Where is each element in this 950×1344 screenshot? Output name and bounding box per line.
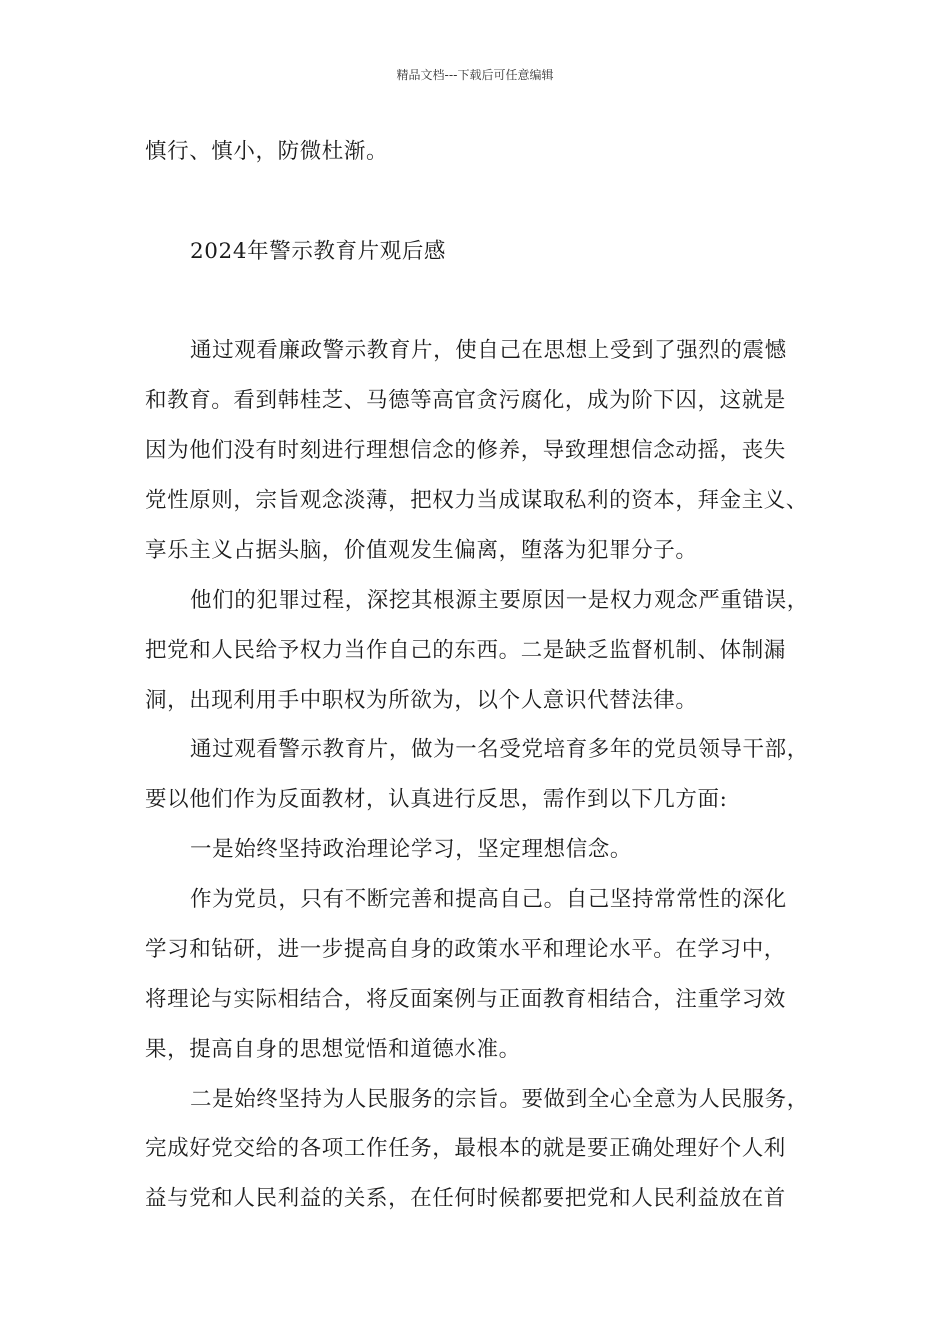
paragraph-line: 通过观看警示教育片，做为一名受党培育多年的党员领导干部， <box>190 737 809 762</box>
paragraph-line: 洞，出现利用手中职权为所欲为，以个人意识代替法律。 <box>145 688 698 713</box>
paragraph-line: 学习和钻研，进一步提高自身的政策水平和理论水平。在学习中， <box>145 937 786 962</box>
paragraph-line: 二是始终坚持为人民服务的宗旨。要做到全心全意为人民服务， <box>190 1087 809 1112</box>
page-header: 精品文档---下载后可任意编辑 <box>396 68 554 82</box>
paragraph-line: 和教育。看到韩桂芝、马德等高官贪污腐化，成为阶下囚，这就是 <box>145 388 786 413</box>
text-line: 慎行、慎小，防微杜渐。 <box>145 139 389 164</box>
document-title: 2024年警示教育片观后感 <box>190 239 447 264</box>
paragraph-line: 将理论与实际相结合，将反面案例与正面教育相结合，注重学习效 <box>145 987 786 1012</box>
paragraph-line: 作为党员，只有不断完善和提高自己。自己坚持常常性的深化 <box>190 887 787 912</box>
section-heading: 一是始终坚持政治理论学习，坚定理想信念。 <box>190 837 633 862</box>
paragraph-line: 益与党和人民利益的关系，在任何时候都要把党和人民利益放在首 <box>145 1186 786 1211</box>
paragraph-line: 要以他们作为反面教材，认真进行反思，需作到以下几方面: <box>145 787 728 812</box>
paragraph-line: 果，提高自身的思想觉悟和道德水准。 <box>145 1037 521 1062</box>
paragraph-line: 通过观看廉政警示教育片，使自己在思想上受到了强烈的震憾 <box>190 338 787 363</box>
paragraph-line: 党性原则，宗旨观念淡薄，把权力当成谋取私利的资本，拜金主义、 <box>145 488 809 513</box>
paragraph-line: 他们的犯罪过程，深挖其根源主要原因一是权力观念严重错误， <box>190 588 809 613</box>
paragraph-line: 完成好党交给的各项工作任务，最根本的就是要正确处理好个人利 <box>145 1136 786 1161</box>
paragraph-line: 因为他们没有时刻进行理想信念的修养，导致理想信念动摇，丧失 <box>145 438 786 463</box>
paragraph-line: 享乐主义占据头脑，价值观发生偏离，堕落为犯罪分子。 <box>145 538 698 563</box>
paragraph-line: 把党和人民给予权力当作自己的东西。二是缺乏监督机制、体制漏 <box>145 638 786 663</box>
